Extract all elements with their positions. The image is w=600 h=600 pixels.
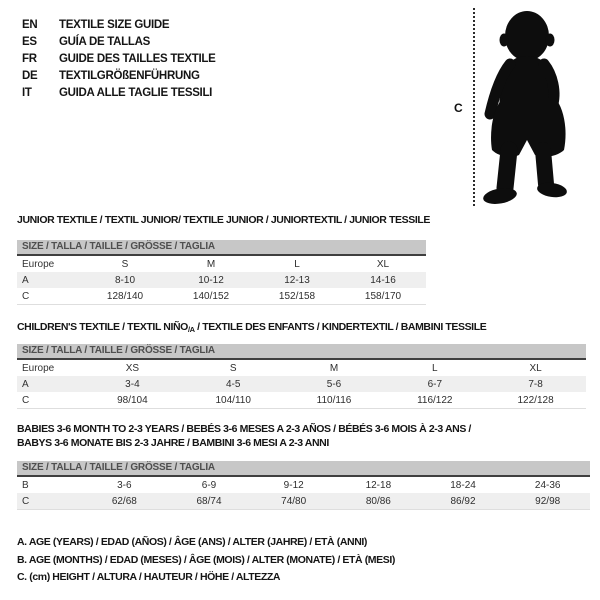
footnote-b: B. AGE (MONTHS) / EDAD (MESES) / ÂGE (MOIS) / ALTER (MONATE) / ETÀ (MESI) [17,553,395,566]
children-title-pre: CHILDREN'S TEXTILE / TEXTIL NIÑO [17,321,188,333]
language-code: ES [22,35,37,48]
column-header-l: L [294,258,300,270]
column-header-xl: XL [376,258,390,270]
language-code: EN [22,18,38,31]
language-code: DE [22,69,38,82]
language-row-it [22,84,216,101]
row-label: A [22,378,29,390]
size-cell: 122/128 [517,394,554,406]
size-cell: 68/74 [196,495,222,507]
junior-row-c [17,288,426,304]
size-table-header: SIZE / TALLA / TAILLE / GRÖSSE / TAGLIA [17,344,586,360]
size-cell: 7-8 [528,378,543,390]
footnote-a: A. AGE (YEARS) / EDAD (AÑOS) / ÂGE (ANS) / ALTER (JAHRE) / ETÀ (ANNI) [17,536,368,548]
size-cell: 74/80 [281,495,307,507]
junior-column-header-row [17,256,426,272]
size-cell: 140/152 [192,290,230,302]
column-header-xs: XS [125,362,140,374]
babies-row-c [17,493,590,509]
language-title: GUÍA DE TALLAS [59,35,150,48]
babies-section-title-line1: BABIES 3-6 MONTH TO 2-3 YEARS / BEBÉS 3-6 MESES A 2-3 AÑOS / BÉBÉS 3-6 MOIS À 2-3 ANS / [17,423,471,435]
size-cell: 10-12 [198,274,224,286]
column-header-m: M [329,362,339,374]
size-cell: 62/68 [111,495,137,507]
junior-section-title: JUNIOR TEXTILE / TEXTIL JUNIOR/ TEXTILE JUNIOR / JUNIORTEXTIL / JUNIOR TESSILE [17,214,430,226]
size-cell: 5-6 [326,378,342,390]
size-cell: 6-9 [201,479,217,491]
height-label-c: C [454,101,463,115]
size-cell: 116/122 [417,394,453,406]
language-code: FR [22,52,37,65]
column-header-s: S [229,362,237,374]
size-cell: 12-18 [365,479,392,491]
language-title: GUIDA ALLE TAGLIE TESSILI [59,86,213,99]
size-table-header: SIZE / TALLA / TAILLE / GRÖSSE / TAGLIA [17,240,426,256]
size-cell: 92/98 [535,495,561,507]
size-cell: 3-6 [117,479,132,491]
babies-section-title-line2: BABYS 3-6 MONATE BIS 2-3 JAHRE / BAMBINI 3-6 MESI A 2-3 ANNI [17,437,329,449]
size-cell: 4-5 [225,378,241,390]
language-row-fr [22,50,216,67]
row-label: C [22,394,30,406]
height-dotted-line [473,8,475,206]
children-title-sub: /A [187,325,195,334]
size-cell: 24-36 [534,479,561,491]
language-list [22,16,216,101]
language-row-de [22,67,216,84]
size-cell: 8-10 [114,274,135,286]
language-row-es [22,33,216,50]
size-cell: 12-13 [284,274,310,286]
column-header-xl: XL [529,362,542,374]
size-cell: 80/86 [365,495,391,507]
size-cell: 6-7 [427,378,443,390]
size-table-header: SIZE / TALLA / TAILLE / GRÖSSE / TAGLIA [17,461,590,477]
junior-row-a [17,272,426,288]
column-header-m: M [206,258,216,270]
row-label: A [22,274,29,286]
children-title-post: / TEXTILE DES ENFANTS / KINDERTEXTIL / BAMBINI TESSILE [194,321,487,333]
size-cell: 14-16 [370,274,396,286]
size-cell: 158/170 [364,290,402,302]
babies-row-b [17,477,590,493]
footnote-c: C. (cm) HEIGHT / ALTURA / HAUTEUR / HÖHE / ALTEZZA [17,571,281,583]
size-cell: 128/140 [106,290,144,302]
children-size-table [17,344,586,409]
column-header-europe: Europe [22,258,55,270]
language-title: TEXTILE SIZE GUIDE [59,18,170,31]
children-row-c [17,392,586,408]
baby-silhouette-icon [478,4,600,210]
language-title: GUIDE DES TAILLES TEXTILE [59,52,216,65]
row-label: C [22,290,30,302]
footnote-legend [17,534,395,587]
children-section-title [17,321,486,334]
size-cell: 110/116 [316,394,352,406]
size-cell: 152/158 [278,290,316,302]
babies-size-table [17,461,590,510]
language-row-en [22,16,216,33]
size-cell: 9-12 [283,479,304,491]
size-cell: 3-4 [125,378,140,390]
row-label: C [22,495,30,507]
junior-size-table [17,240,426,305]
column-header-l: L [432,362,438,374]
children-column-header-row [17,360,586,376]
size-cell: 98/104 [117,394,148,406]
column-header-s: S [121,258,129,270]
row-label: B [22,479,29,491]
column-header-europe: Europe [22,362,55,374]
language-title: TEXTILGRÖßENFÜHRUNG [59,69,200,82]
size-cell: 86/92 [450,495,476,507]
size-cell: 18-24 [450,479,476,491]
size-cell: 104/110 [215,394,251,406]
children-row-a [17,376,586,392]
language-code: IT [22,86,32,99]
